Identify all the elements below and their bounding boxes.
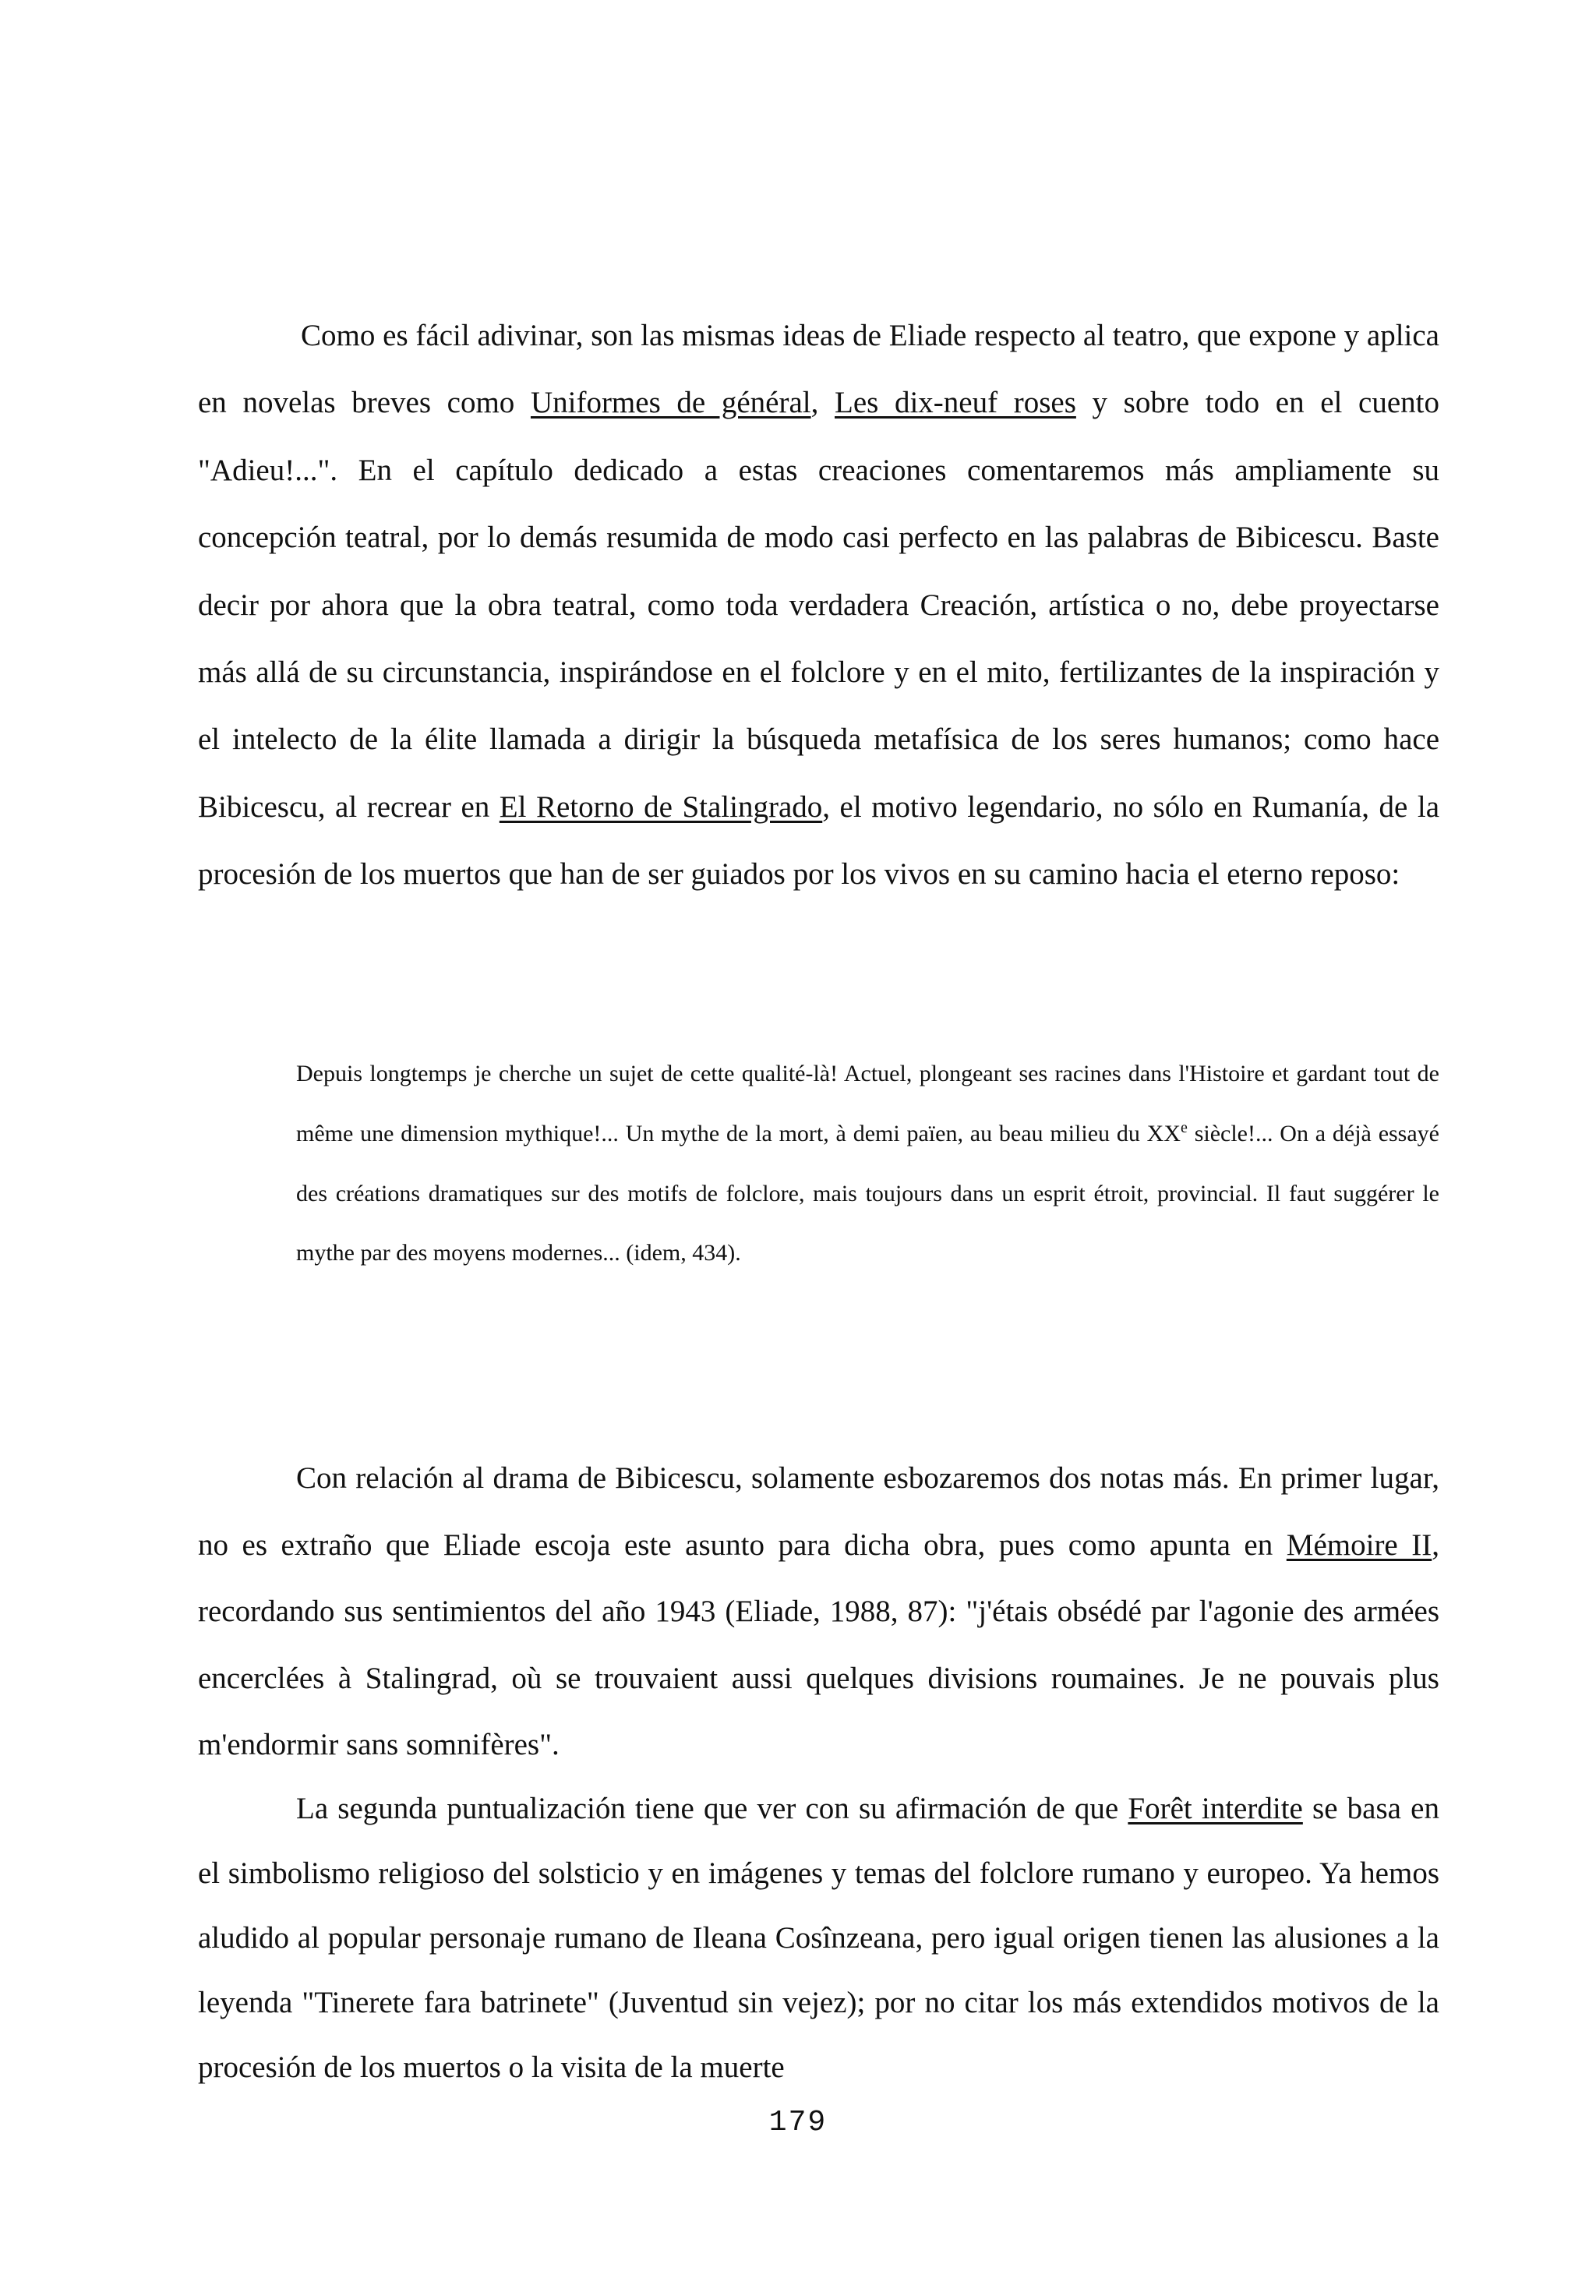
- paragraph-text: y sobre todo en el cuento "Adieu!...". En el capítulo dedicado a estas creaciones comentaremos más ampliamente su concepción teatral, por lo demás resumida de modo casi perfecto en las palabras de Bibicescu. Baste decir por ahora que la obra teatral, como toda verdadera Creación, artística o no, debe proyectarse más allá de su circunstancia, inspirándose en el folclore y en el mito, fertilizantes de la inspiración y el intelecto de la élite llamada a dirigir la búsqueda metafísica de los seres humanos; como hace Bibicescu, al recrear en: [198, 386, 1439, 824]
- paragraph-text: se basa en el simbolismo religioso del solsticio y en imágenes y temas del folclore rumano y europeo. Ya hemos aludido al popular personaje rumano de Ileana Cosînzeana, pero igual origen tienen las alusiones a la leyenda "Tinerete fara batrinete" (Juventud sin vejez); por no citar los más extendidos motivos de la procesión de los muertos o la visita de la muerte: [198, 1792, 1439, 2084]
- body-paragraph-3: [198, 1776, 1439, 2100]
- paragraph-text: , el motivo legendario, no sólo en Rumanía, de la procesión de los muertos que han de ser guiados por los vivos en su camino hacia el eterno reposo:: [198, 789, 1440, 892]
- page-number: 179: [768, 2106, 828, 2139]
- body-paragraph-2: [198, 1445, 1439, 1779]
- book-title-retorno-stalingrado: El Retorno de Stalingrado: [499, 789, 823, 824]
- paragraph-text: Con relación al drama de Bibicescu, solamente esbozaremos dos notas más. En primer lugar, no es extraño que Eliade escoja este asunto para dicha obra, pues como apunta en: [198, 1461, 1439, 1562]
- book-title-memoire: Mémoire II: [1286, 1528, 1432, 1562]
- body-paragraph-1: [198, 302, 1439, 909]
- paragraph-text: , recordando sus sentimientos del año 1943 (Eliade, 1988, 87): "j'étais obsédé par l'agonie des armées encerclées à Stalingrad, où se trouvaient aussi quelques divisions roumaines. Je ne pouvais plus m'endormir sans somnifères".: [198, 1528, 1439, 1761]
- paragraph-text: Como es fácil adivinar, son las mismas ideas de Eliade respecto al teatro, que expone y aplica en novelas breves como: [198, 319, 1439, 420]
- book-title-foret-interdite: Forêt interdite: [1128, 1792, 1303, 1825]
- paragraph-text: La segunda puntualización tiene que ver con su afirmación de que: [296, 1792, 1128, 1825]
- paragraph-text: ,: [810, 386, 835, 420]
- book-title-uniformes: Uniformes de général: [530, 386, 811, 420]
- superscript: e: [1180, 1118, 1188, 1136]
- book-title-dix-neuf-roses: Les dix-neuf roses: [835, 386, 1076, 420]
- block-quote: [296, 1044, 1439, 1284]
- quote-text: siècle!... On a déjà essayé des créations dramatiques sur des motifs de folclore, mais toujours dans un esprit étroit, provincial. Il faut suggérer le mythe par des moyens modernes... (idem, 434).: [296, 1120, 1439, 1266]
- quote-text: Depuis longtemps je cherche un sujet de cette qualité-là! Actuel, plongeant ses racines dans l'Histoire et gardant tout de même une dimension mythique!... Un mythe de la mort, à demi païen, au beau milieu du XX: [296, 1061, 1439, 1146]
